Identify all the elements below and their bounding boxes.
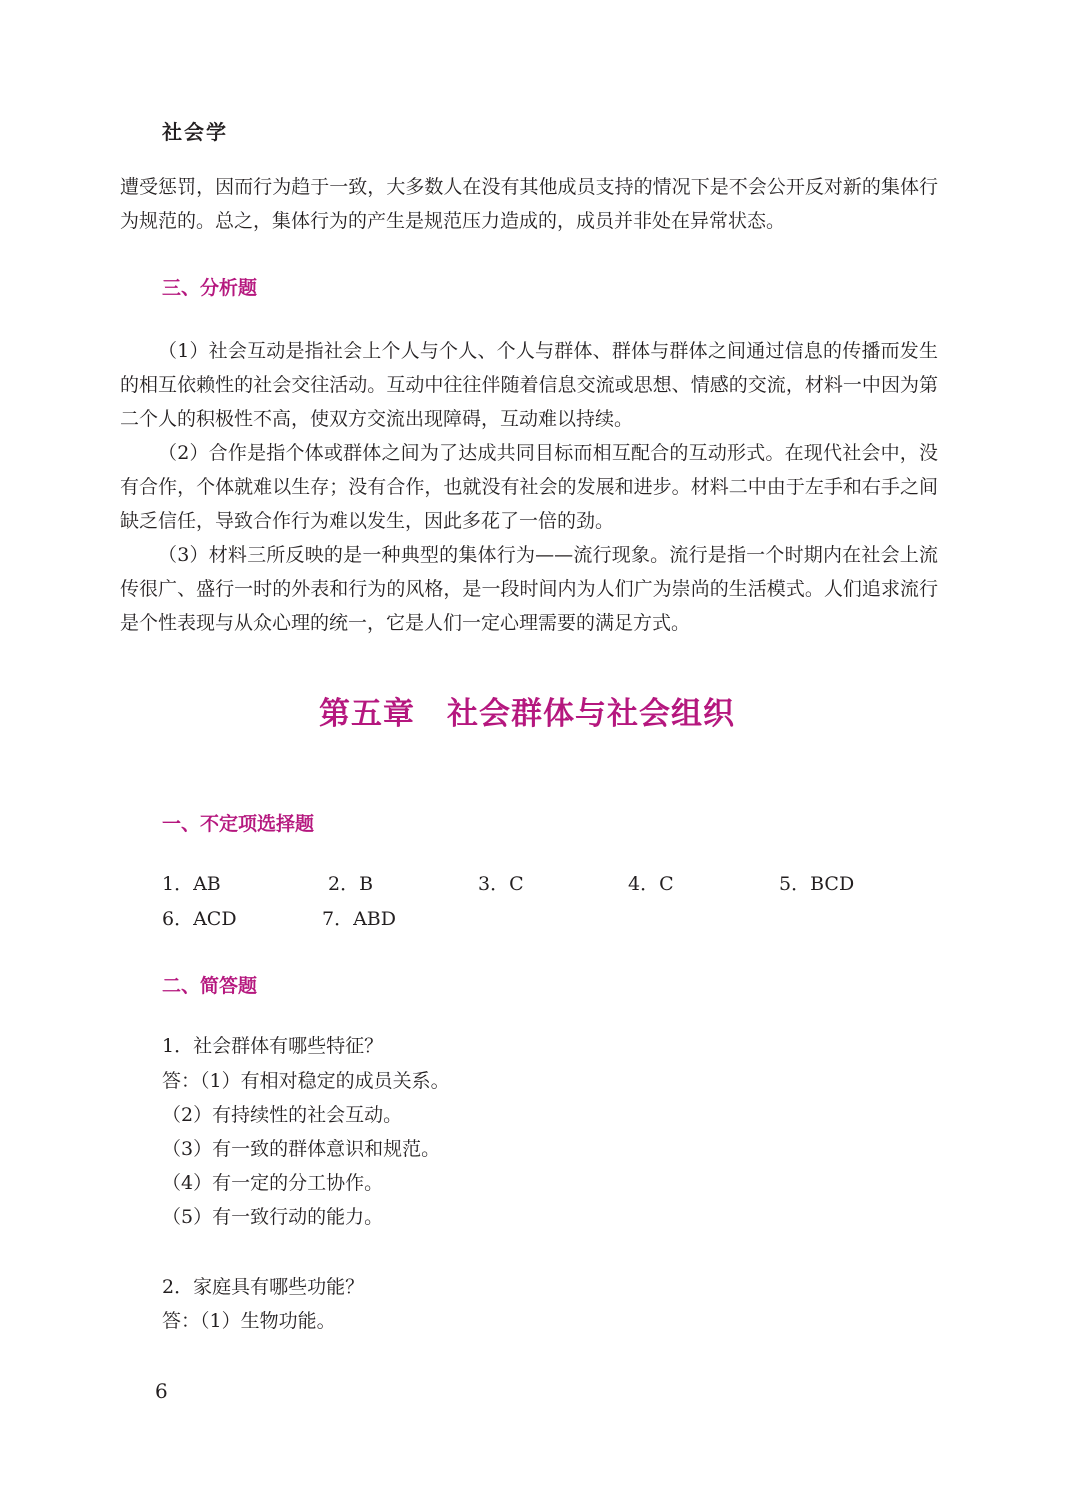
section-heading-multiple-choice: 一、不定项选择题	[162, 813, 315, 835]
answer-line: 答：（1）生物功能。	[162, 1310, 336, 1332]
intro-paragraph: 遭受惩罚，因而行为趋于一致，大多数人在没有其他成员支持的情况下是不会公开反对新的集体行为规范的。总之，集体行为的产生是规范压力造成的，成员并非处在异常状态。	[120, 176, 938, 232]
answer-item: 5．BCD	[779, 873, 855, 895]
answer-line: （4）有一定的分工协作。	[162, 1172, 384, 1194]
section-heading-analysis: 三、分析题	[162, 277, 258, 299]
chapter-title: 第五章 社会群体与社会组织	[319, 696, 735, 732]
analysis-paragraph-2: （2）合作是指个体或群体之间为了达成共同目标而相互配合的互动形式。在现代社会中，没有合作，个体就难以生存；没有合作，也就没有社会的发展和进步。材料二中由于左手和右手之间缺乏信任，导致合作行为难以发生，因此多花了一倍的劲。	[120, 442, 938, 532]
answer-line: （3）有一致的群体意识和规范。	[162, 1138, 441, 1160]
analysis-paragraph-1: （1）社会互动是指社会上个人与个人、个人与群体、群体与群体之间通过信息的传播而发生的相互依赖性的社会交往活动。互动中往往伴随着信息交流或思想、情感的交流，材料一中因为第二个人的积极性不高，使双方交流出现障碍，互动难以持续。	[120, 340, 938, 430]
analysis-paragraph-3: （3）材料三所反映的是一种典型的集体行为——流行现象。流行是指一个时期内在社会上流传很广、盛行一时的外表和行为的风格，是一段时间内为人们广为崇尚的生活模式。人们追求流行是个性表现与从众心理的统一，它是人们一定心理需要的满足方式。	[120, 544, 938, 634]
page-number: 6	[155, 1379, 168, 1403]
running-head: 社会学	[162, 120, 228, 144]
answer-line: 答：（1）有相对稳定的成员关系。	[162, 1070, 450, 1092]
answer-line: （5）有一致行动的能力。	[162, 1206, 384, 1228]
answer-item: 4．C	[628, 873, 674, 895]
question-1: 1．社会群体有哪些特征？	[162, 1035, 384, 1057]
answer-item: 2．B	[328, 873, 374, 895]
answer-item: 7．ABD	[322, 908, 397, 930]
question-2: 2．家庭具有哪些功能？	[162, 1276, 365, 1298]
section-heading-short-answer: 二、简答题	[162, 975, 258, 997]
answer-item: 3．C	[478, 873, 524, 895]
answer-line: （2）有持续性的社会互动。	[162, 1104, 403, 1126]
answer-item: 1．AB	[162, 873, 221, 895]
answer-item: 6．ACD	[162, 908, 237, 930]
